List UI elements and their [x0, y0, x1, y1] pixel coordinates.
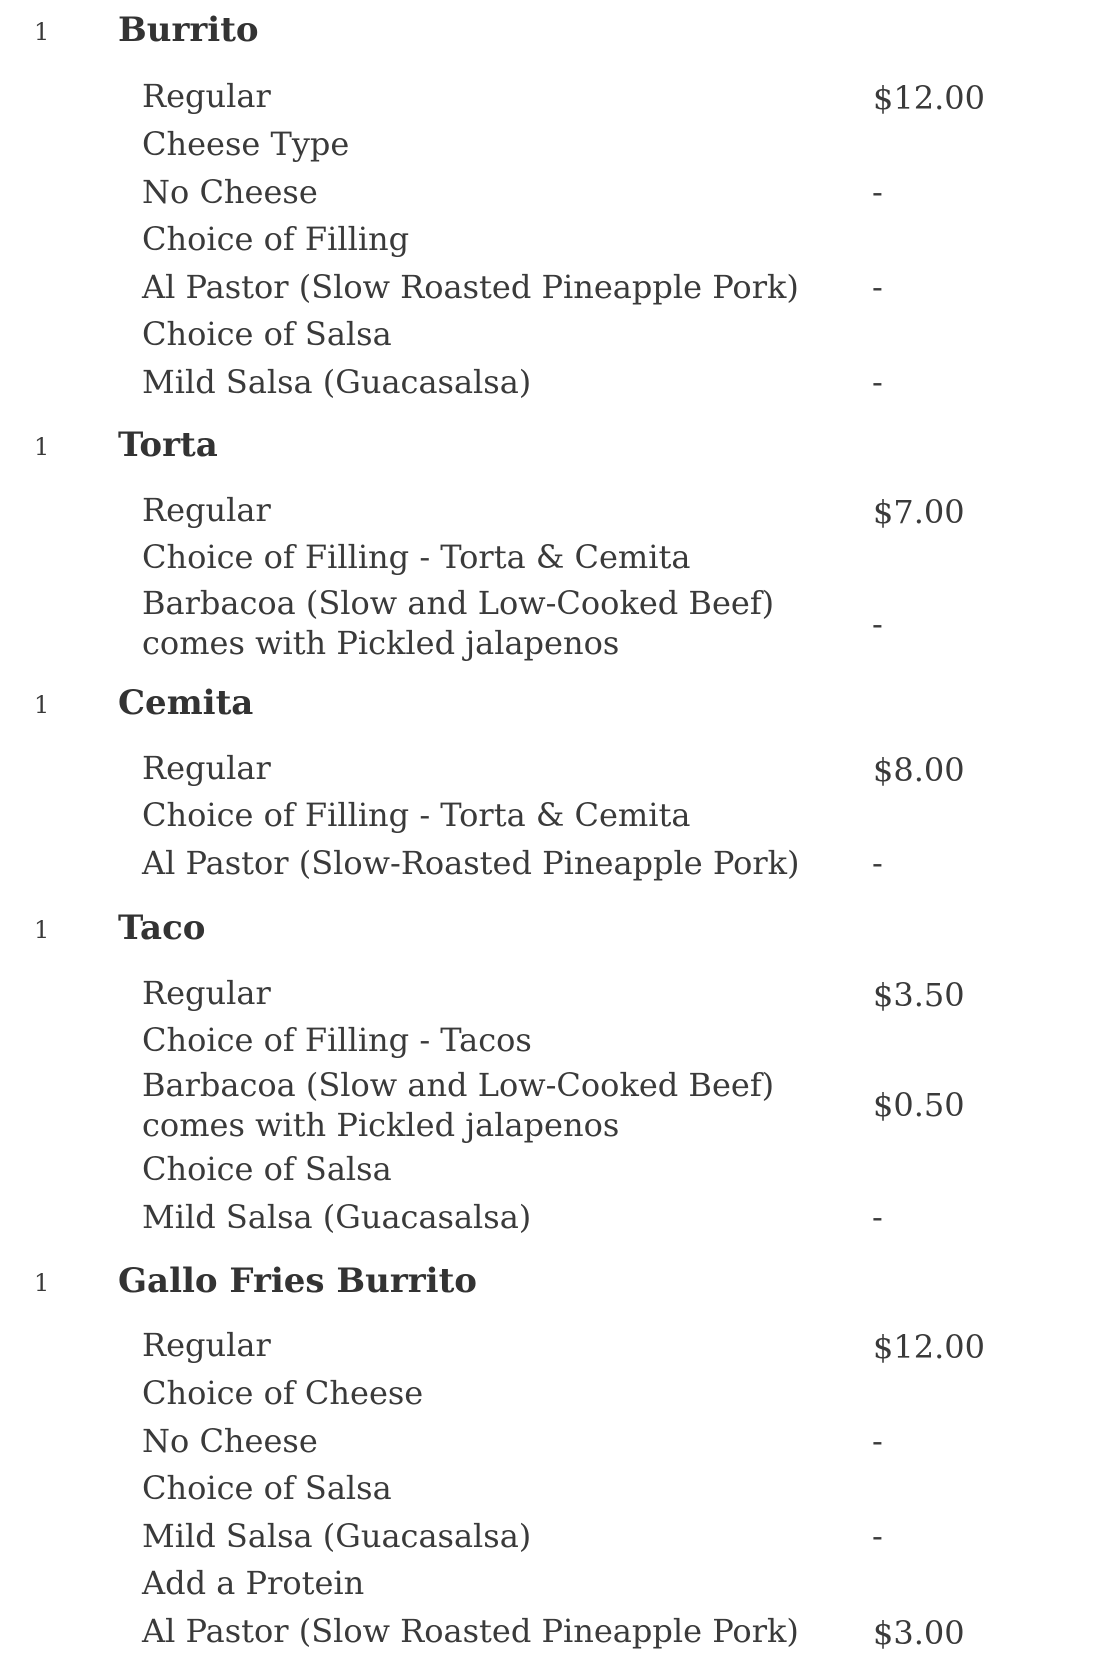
- modifier-group-label: Add a Protein: [142, 1564, 365, 1602]
- modifier-line: Regular: [142, 1326, 271, 1364]
- modifier-price: -: [872, 844, 883, 882]
- item-quantity: 1: [34, 691, 50, 719]
- modifier-group-label: Choice of Filling - Torta & Cemita: [142, 538, 691, 576]
- modifier-line: Barbacoa (Slow and Low-Cooked Beef) comes with Pickled jalapenos: [142, 1066, 775, 1144]
- modifier-line: Regular: [142, 974, 271, 1012]
- modifier-price: $3.00: [873, 1614, 965, 1652]
- modifier-line: Regular: [142, 491, 271, 529]
- modifier-group-label: Choice of Salsa: [142, 1469, 392, 1507]
- modifier-price: -: [872, 173, 883, 211]
- item-name: Burrito: [118, 10, 259, 50]
- modifier-line: No Cheese: [142, 1422, 318, 1460]
- item-name: Torta: [118, 425, 218, 465]
- item-quantity: 1: [34, 18, 50, 46]
- modifier-group-label: Choice of Salsa: [142, 1150, 392, 1188]
- modifier-line: Regular: [142, 77, 271, 115]
- modifier-price: $7.00: [873, 493, 965, 531]
- item-name: Cemita: [118, 683, 254, 723]
- modifier-price: -: [872, 268, 883, 306]
- modifier-line: Mild Salsa (Guacasalsa): [142, 1517, 532, 1555]
- modifier-group-label: Cheese Type: [142, 125, 350, 163]
- modifier-price: -: [872, 1422, 883, 1460]
- modifier-line: Mild Salsa (Guacasalsa): [142, 1198, 532, 1236]
- modifier-price: -: [872, 1517, 883, 1555]
- modifier-price: $0.50: [873, 1086, 965, 1124]
- item-quantity: 1: [34, 1269, 50, 1297]
- modifier-price: $12.00: [873, 79, 985, 117]
- item-name: Taco: [118, 908, 206, 948]
- modifier-group-label: Choice of Cheese: [142, 1374, 424, 1412]
- modifier-group-label: Choice of Salsa: [142, 315, 392, 353]
- modifier-price: -: [872, 363, 883, 401]
- modifier-line: Al Pastor (Slow-Roasted Pineapple Pork): [142, 844, 800, 882]
- item-name: Gallo Fries Burrito: [118, 1261, 477, 1301]
- modifier-price: $3.50: [873, 976, 965, 1014]
- modifier-line: Barbacoa (Slow and Low-Cooked Beef) comes with Pickled jalapenos: [142, 584, 775, 662]
- modifier-group-label: Choice of Filling - Tacos: [142, 1021, 532, 1059]
- modifier-line: Al Pastor (Slow Roasted Pineapple Pork): [142, 268, 799, 306]
- modifier-group-label: Choice of Filling - Torta & Cemita: [142, 796, 691, 834]
- modifier-line: No Cheese: [142, 173, 318, 211]
- modifier-line: Al Pastor (Slow Roasted Pineapple Pork): [142, 1612, 799, 1650]
- item-quantity: 1: [34, 916, 50, 944]
- modifier-group-label: Choice of Filling: [142, 220, 410, 258]
- modifier-price: -: [872, 605, 883, 643]
- modifier-price: $8.00: [873, 751, 965, 789]
- modifier-price: $12.00: [873, 1328, 985, 1366]
- modifier-line: Regular: [142, 749, 271, 787]
- item-quantity: 1: [34, 433, 50, 461]
- modifier-price: -: [872, 1198, 883, 1236]
- modifier-line: Mild Salsa (Guacasalsa): [142, 363, 532, 401]
